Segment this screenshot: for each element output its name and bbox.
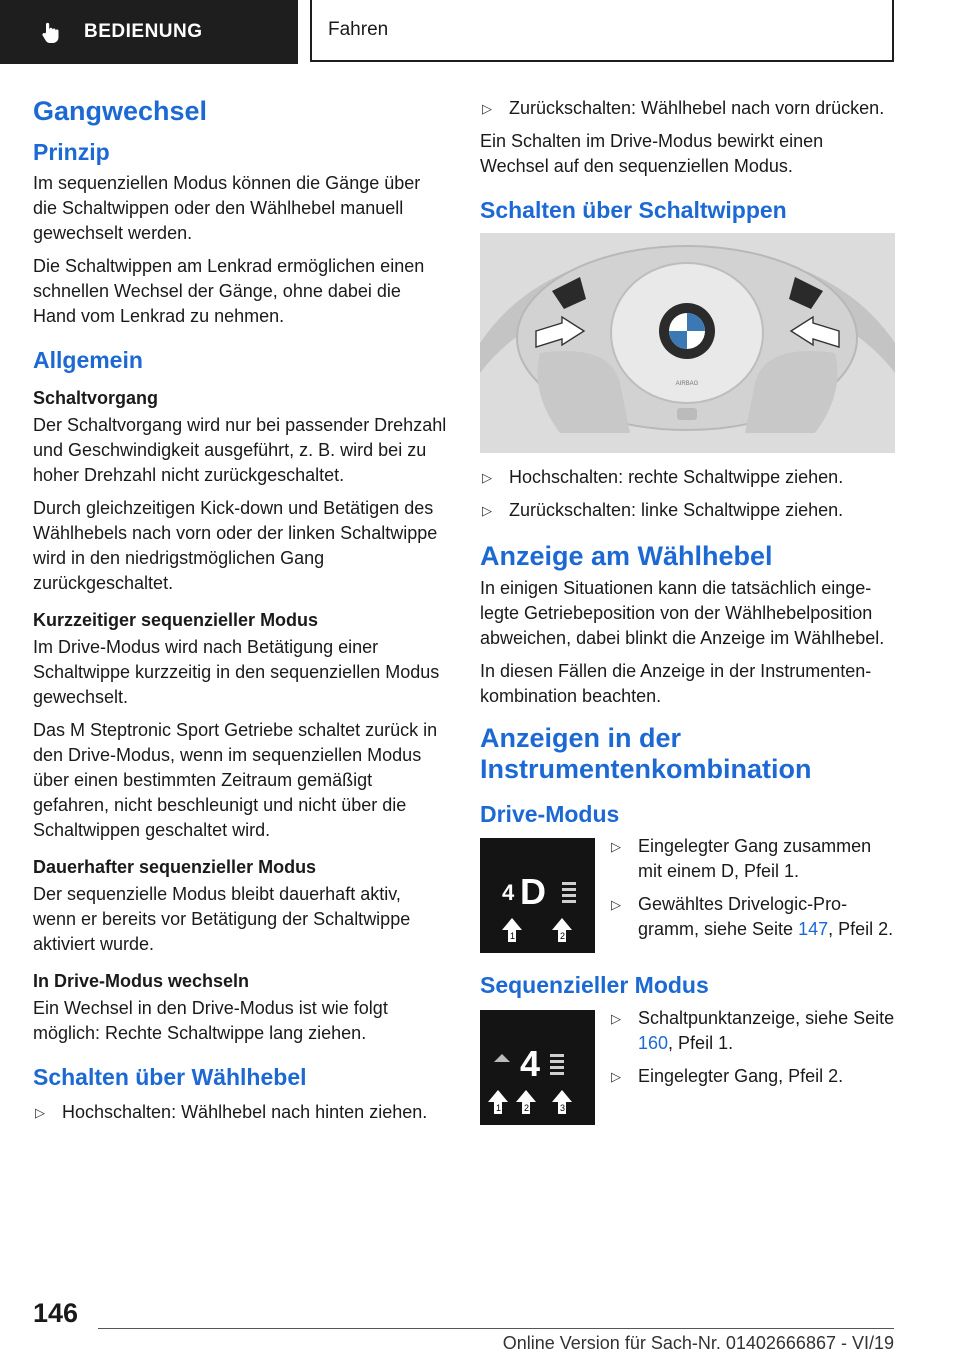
paragraph: Ein Wechsel in den Drive-Modus ist wie folgt möglich: Rechte Schaltwippe lang ziehen. — [33, 998, 388, 1044]
sequential-mode-display-image — [480, 1010, 595, 1125]
page-link[interactable]: 160 — [638, 1032, 669, 1053]
paragraph: In diesen Fällen die Anzeige in der Instrumentenkombination beachten. — [480, 660, 872, 706]
svg-text:AIRBAG: AIRBAG — [675, 380, 699, 387]
paragraph: Der sequenzielle Modus bleibt dauerhaft aktiv, wenn er bereits vor Betätigung der Schaltwippe aktiviert wurde. — [33, 884, 411, 955]
hand-icon — [38, 19, 64, 45]
heading-anzeige-waehlhebel: Anzeige am Wählhebel — [480, 540, 773, 571]
paragraph: Der Schaltvorgang wird nur bei passender Drehzahl und Geschwindigkeit ausgeführt, z. B. wird bei zu hoher Drehzahl nicht zurückgeschaltet. — [33, 415, 447, 486]
left-column — [33, 96, 447, 1133]
svg-text:4: 4 — [502, 880, 515, 906]
list-item: ▷ Eingelegter Gang zusammen mit einem D, Pfeil 1. — [609, 834, 895, 884]
list-item-text: , Pfeil 2. — [828, 919, 894, 940]
paragraph: Im sequenziellen Modus können die Gänge über die Schaltwippen oder den Wählhebel manuell gewechselt werden. — [33, 172, 421, 243]
svg-text:2: 2 — [560, 931, 566, 942]
paragraph: Durch gleichzeitigen Kick-down und Betätigen des Wählhebels nach vorn oder der linken Schaltwippe wird in den niedrigstmöglichen Gang zurückgeschaltet. — [33, 498, 438, 594]
list-item: ▷ Hochschalten: rechte Schaltwippe ziehen. — [480, 465, 895, 490]
svg-text:D: D — [520, 871, 546, 913]
list-item-text: Schaltpunktanzeige, siehe Seite — [638, 1007, 895, 1028]
heading-waehlhebel: Schalten über Wählhebel — [33, 1064, 307, 1091]
svg-text:1: 1 — [496, 1102, 502, 1113]
page-number: 146 — [33, 1298, 79, 1328]
heading-kurzzeitig: Kurzzeitiger sequenzieller Modus — [33, 610, 319, 631]
paragraph: Die Schaltwippen am Lenkrad ermöglichen einen schnellen Wechsel der Gänge, ohne dabei die Hand vom Lenkrad zu nehmen. — [33, 255, 425, 326]
sequenziell-block — [480, 1006, 895, 1125]
list-item: ▷ Zurückschalten: Wählhebel nach vorn drücken. — [480, 96, 895, 121]
heading-sequenziell: Sequenzieller Modus — [480, 972, 709, 999]
heading-schaltvorgang: Schaltvorgang — [33, 388, 159, 409]
list-item-text: , Pfeil 1. — [668, 1032, 734, 1053]
list-item-text: Gewähltes Drivelogic-Programm, siehe Seite — [638, 894, 848, 940]
heading-line: Anzeigen in der — [480, 722, 682, 753]
footer-text: Online Version für Sach-Nr. 01402666867 - VI/19 — [502, 1333, 894, 1353]
bullet-list — [33, 1100, 447, 1125]
svg-text:4: 4 — [520, 1042, 541, 1084]
footer-divider — [98, 1328, 894, 1329]
drive-modus-block — [480, 834, 895, 958]
list-item — [609, 1006, 895, 1056]
heading-anzeigen-ik — [480, 723, 895, 785]
heading-allgemein: Allgemein — [33, 346, 143, 373]
list-item: ▷ Eingelegter Gang, Pfeil 2. — [609, 1064, 895, 1089]
chapter-tab — [310, 0, 894, 62]
bullet-list — [609, 1006, 895, 1097]
heading-wechseln: In Drive-Modus wechseln — [33, 971, 250, 992]
svg-text:3: 3 — [560, 1102, 566, 1113]
steering-wheel-image — [480, 233, 895, 453]
section-tab — [0, 0, 298, 64]
bullet-list — [480, 96, 895, 121]
heading-schaltwippen: Schalten über Schaltwippen — [480, 197, 787, 223]
svg-text:2: 2 — [524, 1102, 530, 1113]
section-label: BEDIENUNG — [84, 21, 203, 42]
list-item: ▷ Zurückschalten: linke Schaltwippe ziehen. — [480, 498, 895, 523]
page-title: Gangwechsel — [33, 96, 208, 126]
right-column — [480, 96, 895, 1133]
drive-mode-display-image — [480, 838, 595, 953]
heading-dauerhaft: Dauerhafter sequenzieller Modus — [33, 857, 317, 878]
bullet-list — [609, 834, 895, 950]
heading-drive-modus: Drive-Modus — [480, 800, 620, 827]
svg-text:1: 1 — [510, 931, 516, 942]
bullet-list — [480, 465, 895, 523]
paragraph: Ein Schalten im Drive-Modus bewirkt einen Wechsel auf den sequenziellen Modus. — [480, 131, 824, 176]
paragraph: In einigen Situationen kann die tatsächlich eingelegte Getriebeposition von der Wählhebelposition abweichen, dabei blinkt die Anzeige im Wählhebel. — [480, 577, 885, 648]
list-item: ▷ Hochschalten: Wählhebel nach hinten ziehen. — [33, 1100, 447, 1125]
heading-line: Instrumentenkombination — [480, 753, 812, 784]
chapter-label: Fahren — [328, 19, 389, 40]
paragraph: Das M Steptronic Sport Getriebe schaltet zurück in den Drive-Modus, wenn im sequenziellen Modus über einen bestimmten Zeitraum gemäßigt gefahren, nicht beschleunigt und nicht über die Schaltwippen geschaltet wird. — [33, 720, 438, 841]
page-link[interactable]: 147 — [798, 919, 829, 940]
paragraph: Im Drive-Modus wird nach Betätigung einer Schaltwippe kurzzeitig in den sequenziellen Modus gewechselt. — [33, 637, 440, 708]
list-item — [609, 892, 895, 942]
heading-prinzip: Prinzip — [33, 139, 110, 166]
